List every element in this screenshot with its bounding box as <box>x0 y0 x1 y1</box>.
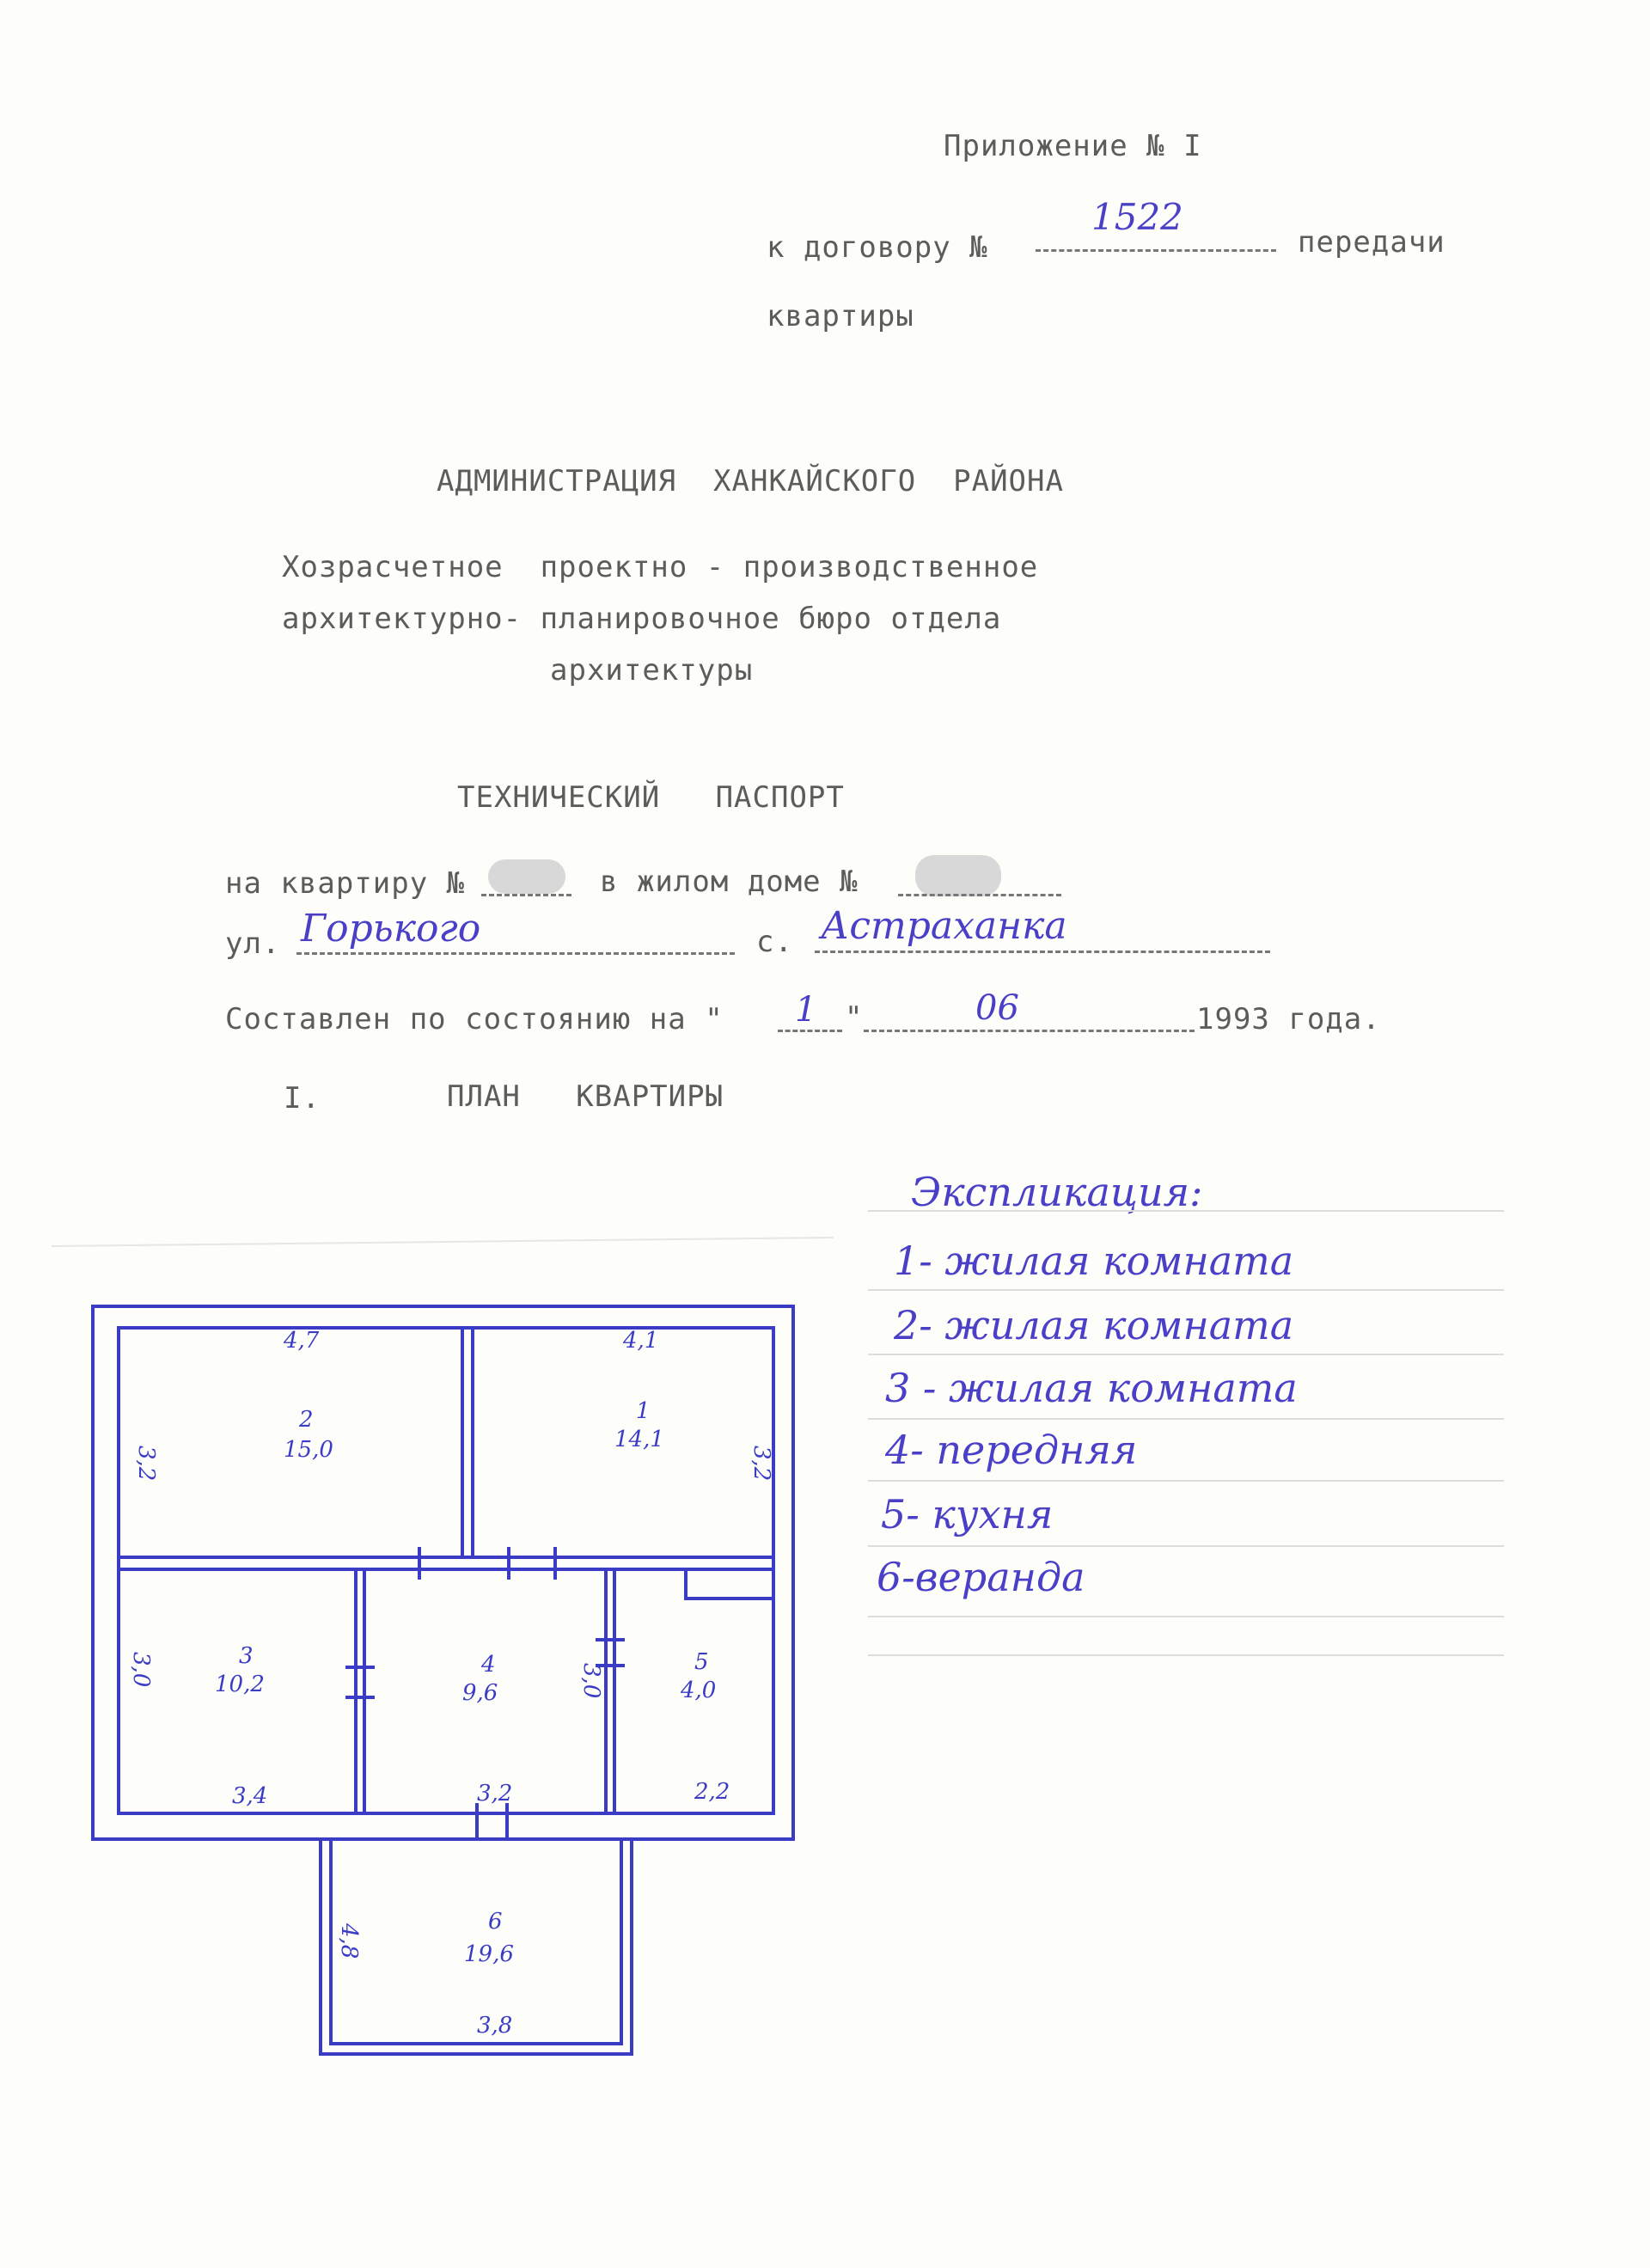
room-4-number: 4 <box>481 1652 496 1678</box>
room-1-height: 3,2 <box>749 1446 774 1482</box>
street-label: ул. <box>225 926 281 961</box>
section-title: ПЛАН КВАРТИРЫ <box>447 1079 724 1114</box>
room-5-area: 4,0 <box>681 1678 717 1703</box>
room-2-number: 2 <box>299 1407 314 1433</box>
section-number: I. <box>284 1081 321 1116</box>
contract-number: 1522 <box>1091 196 1183 238</box>
street-value: Горького <box>301 907 481 951</box>
administration-title: АДМИНИСТРАЦИЯ ХАНКАЙСКОГО РАЙОНА <box>437 464 1064 498</box>
room-4-height: 3,0 <box>578 1663 604 1699</box>
contract-prefix: к договору № <box>767 230 988 265</box>
outer-wall <box>93 1306 793 1839</box>
legend-item-3: 3 - жилая комната <box>885 1365 1298 1411</box>
room-3-number: 3 <box>239 1643 254 1669</box>
bureau-line3: архитектуры <box>550 653 754 688</box>
room-6-width: 3,8 <box>477 2013 513 2039</box>
contract-suffix: передачи <box>1298 225 1445 260</box>
room-2-height: 3,2 <box>133 1446 159 1482</box>
room-6-number: 6 <box>488 1909 503 1935</box>
room-2-area: 15,0 <box>284 1437 333 1463</box>
room-3-area: 10,2 <box>215 1672 265 1697</box>
room-1-number: 1 <box>636 1398 651 1424</box>
room-2-width: 4,7 <box>284 1328 320 1354</box>
passport-title: ТЕХНИЧЕСКИЙ ПАСПОРТ <box>457 780 845 815</box>
legend-item-1: 1- жилая комната <box>894 1238 1294 1284</box>
appendix-title: Приложение № I <box>944 129 1202 163</box>
room-5-number: 5 <box>694 1649 709 1675</box>
room-3-height: 3,0 <box>128 1652 154 1688</box>
room-1-area: 14,1 <box>614 1427 664 1452</box>
bureau-line2: архитектурно- планировочное бюро отдела <box>282 602 1002 636</box>
room-6-height: 4,8 <box>336 1923 362 1959</box>
legend-title: Экспликация: <box>911 1169 1203 1215</box>
date-label: Составлен по состоянию на " <box>225 1002 724 1036</box>
room-4-width: 3,2 <box>477 1781 513 1806</box>
date-quote: " <box>845 1000 864 1035</box>
room-5-width: 2,2 <box>694 1779 730 1805</box>
house-label: в жилом доме № <box>600 865 859 899</box>
room-6-area: 19,6 <box>464 1941 514 1967</box>
date-year: 1993 года. <box>1196 1002 1381 1036</box>
bureau-line1: Хозрасчетное проектно - производственное <box>282 550 1039 584</box>
legend-item-5: 5- кухня <box>881 1491 1054 1537</box>
legend-item-2: 2- жилая комната <box>894 1302 1294 1348</box>
date-day: 1 <box>795 990 817 1030</box>
contract-line2: квартиры <box>767 299 914 333</box>
village-value: Астраханка <box>821 904 1067 948</box>
legend-item-4: 4- передняя <box>885 1427 1138 1473</box>
room-3-width: 3,4 <box>232 1783 268 1809</box>
apartment-label: на квартиру № <box>225 866 466 901</box>
room-1-width: 4,1 <box>623 1328 659 1354</box>
village-label: с. <box>756 925 793 959</box>
room-4-area: 9,6 <box>462 1680 498 1706</box>
legend-item-6: 6-веранда <box>877 1554 1085 1600</box>
date-month: 06 <box>975 988 1019 1028</box>
